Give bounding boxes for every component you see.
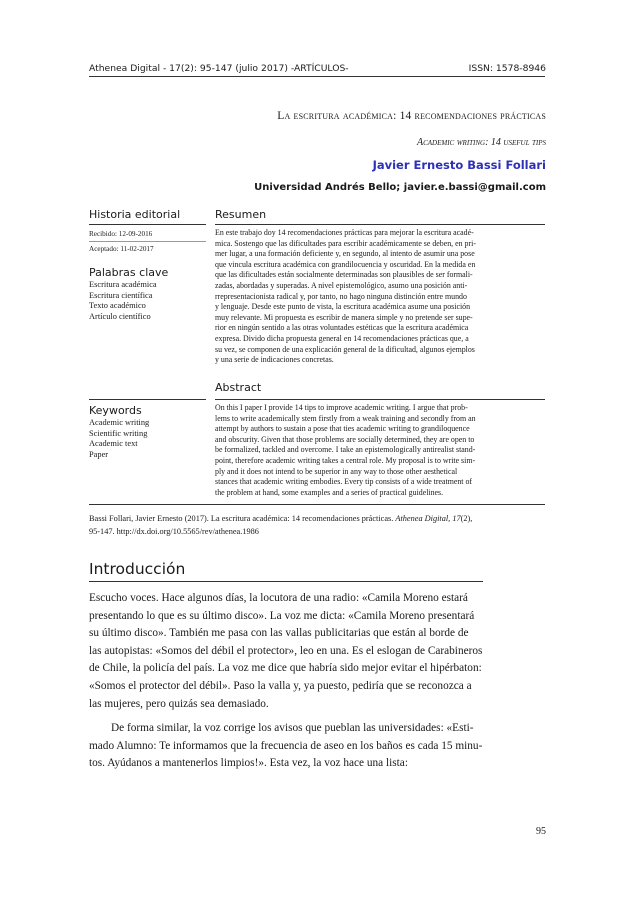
keyword-item: Paper [89,449,109,459]
resumen-body: En este trabajo doy 14 recomendaciones prácticas para mejorar la escritura acadé- mica. Sostengo que las dificultades para escribir académicamente se deben, en pri- mer lugar, a una formación deficiente y, en segundo, al intento de asumir una pose que vincula escritura académica con grandilocuencia y oscuridad. En la medida en que las dificultades están socialmente determinadas son plausibles de ser formali- zadas, abordadas y superadas. A nivel epistemológico, asumo una posición anti- rrepresentacionista radical y, por tanto, no hago ninguna distinción entre mundo y lenguaje. Desde este punto de vista, la escritura académica asume una posición muy relevante. Mi propuesta es escribir de manera simple y no pretende ser supe- rior en ningún sentido a las otras voluntades estéticas que la escritura académica expresa. Divido dicha propuesta general en 14 recomendaciones prácticas que, a su vez, se componen de una explicación general de la dificultad, algunos ejemplos y una serie de indicaciones concretas. [215,228,476,365]
keyword-item: Artículo científico [89,311,151,321]
section-heading-introduccion: Introducción [89,560,186,578]
author-affiliation: Universidad Andrés Bello; javier.e.bassi@gmail.com [254,182,546,193]
keywords-en-list [89,418,149,460]
keywords-en-heading: Keywords [89,404,142,417]
resumen-rule [215,224,545,225]
keyword-item: Escritura científica [89,290,153,300]
accepted-date: Aceptado: 11-02-2017 [89,245,154,253]
running-header-journal: Athenea Digital - 17(2): 95-147 (julio 2017) -ARTÍCULOS- [89,63,349,74]
citation-journal: Athenea Digital, 17 [395,514,461,523]
keyword-item: Academic writing [89,418,150,427]
abstract-body: On this I paper I provide 14 tips to improve academic writing. I argue that prob- lems to write academically stem firstly from a weak training and secondly from an attempt by authors to sustain a pose that ties academic writing to grandiloquence and obscurity. Given that those problems are socially determined, they are open to be formalized, tackled and overcome. I take an epistemologically antirealist stand- point, therefore academic writing takes a central role. My proposal is to write sim- ply and it does not intend to be superior in any way to those other aesthetical stances that academic writing embodies. Every tip consists of a wide treatment of the problem at hand, some examples and a series of practical guidelines. [215,403,476,497]
citation-block: Bassi Follari, Javier Ernesto (2017). La escritura académica: 14 recomendaciones prácticas. Athenea Digital, 17(2), 95-147. http://dx.doi.org/10.5565/rev/athenea.1986 [89,512,545,538]
sidebar-rule-keywords [89,399,206,400]
section-rule [89,581,483,582]
keyword-item: Texto académico [89,301,146,310]
sidebar-rule-top [89,224,206,225]
keyword-item: Scientific writing [89,428,148,438]
article-title: La escritura académica: 14 recomendaciones prácticas [277,110,546,122]
paragraph-2: De forma similar, la voz corrige los avisos que pueblan las universidades: «Esti- mado Alumno: Te informamos que la frecuencia de aseo en los baños es cada 15 minu- tos. Ayúdanos a mantenerlos limpios!». Esta vez, la voz hace una lista: [89,722,483,770]
citation-doi[interactable]: 95-147. http://dx.doi.org/10.5565/rev/athenea.1986 [89,527,259,536]
article-subtitle: Academic writing: 14 useful tips [417,137,546,148]
sidebar-rule-mid [89,241,206,242]
page-number: 95 [536,826,546,837]
keywords-es-list [89,280,157,322]
keywords-es-heading: Palabras clave [89,266,169,279]
keyword-item: Academic text [89,439,138,448]
author-name: Javier Ernesto Bassi Follari [372,158,546,172]
abstract-heading: Abstract [215,381,262,394]
editorial-history-heading: Historia editorial [89,208,181,221]
paragraph-1: Escucho voces. Hace algunos días, la locutora de una radio: «Camila Moreno estará presentando lo que es su último disco». La voz me dicta: «Camila Moreno presentará su último disco». También me pasa con las vallas publicitarias que están al borde de las autopistas: «Somos del débil el protector», leo en una. Es el eslogan de Carabineros de Chile, la policía del país. La voz me dice que habría sido mejor evitar el hipérbaton: «Somos el protector del débil». Paso la valla y, ya puesto, pediría que se reconozca a las mujeres, pero quizás sea demasiado. [89,592,483,710]
keyword-item: Escritura académica [89,280,157,289]
running-header-issn: ISSN: 1578-8946 [468,63,546,74]
header-rule [89,76,545,77]
abstract-bottom-rule [89,504,545,505]
resumen-heading: Resumen [215,208,267,221]
received-date: Recibido: 12-09-2016 [89,230,153,238]
abstract-rule [215,399,545,400]
